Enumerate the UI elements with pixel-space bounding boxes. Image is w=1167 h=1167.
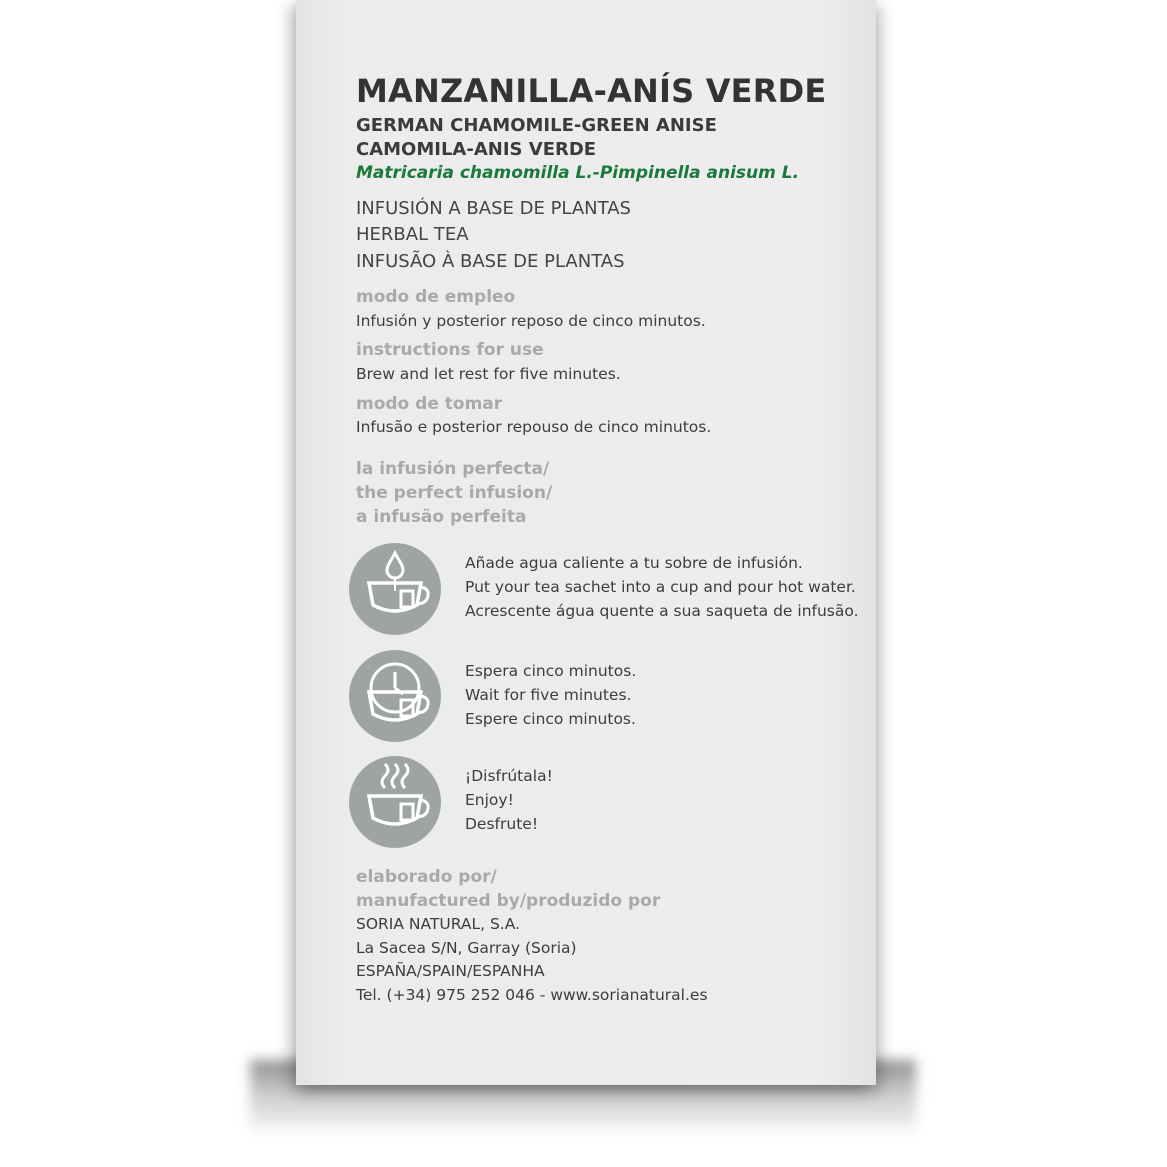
step-3-line-en: Enjoy!	[465, 791, 514, 809]
manufacturer-country: ESPAÑA/SPAIN/ESPANHA	[356, 962, 545, 980]
step-2-line-es: Espera cinco minutos.	[465, 662, 637, 680]
manufacturer-label-1: elaborado por/	[356, 867, 497, 887]
step-1-line-pt: Acrescente água quente a sua saqueta de infusão.	[465, 602, 859, 620]
step-1-text	[465, 551, 859, 623]
perfect-infusion-es: la infusión perfecta/	[356, 459, 550, 479]
category-en: HERBAL TEA	[356, 224, 469, 245]
usage-text-es: Infusión y posterior reposo de cinco minutos.	[356, 312, 706, 330]
step-2-line-en: Wait for five minutes.	[465, 686, 632, 704]
manufacturer-name: SORIA NATURAL, S.A.	[356, 915, 520, 933]
cup-clock-icon	[349, 650, 441, 742]
manufacturer-label-2: manufactured by/produzido por	[356, 891, 661, 911]
step-3-text	[465, 764, 553, 836]
step-1-line-en: Put your tea sachet into a cup and pour hot water.	[465, 578, 856, 596]
step-2-text	[465, 659, 636, 731]
step-3-line-pt: Desfrute!	[465, 815, 539, 833]
usage-heading-pt: modo de tomar	[356, 394, 503, 414]
usage-heading-en: instructions for use	[356, 340, 544, 360]
cup-water-drop-icon	[349, 543, 441, 635]
usage-heading-es: modo de empleo	[356, 287, 516, 307]
perfect-infusion-pt: a infusão perfeita	[356, 507, 527, 527]
usage-text-pt: Infusão e posterior repouso de cinco minutos.	[356, 418, 712, 436]
category-pt: INFUSÃO À BASE DE PLANTAS	[356, 251, 625, 272]
step-1-line-es: Añade agua caliente a tu sobre de infusión.	[465, 554, 803, 572]
step-3-line-es: ¡Disfrútala!	[465, 767, 553, 785]
manufacturer-contact: Tel. (+34) 975 252 046 - www.sorianatural.es	[356, 986, 708, 1004]
product-subtitle-pt: CAMOMILA-ANIS VERDE	[356, 139, 597, 160]
usage-text-en: Brew and let rest for five minutes.	[356, 365, 621, 383]
cup-steam-icon	[349, 756, 441, 848]
product-title: MANZANILLA-ANÍS VERDE	[356, 72, 827, 110]
category-es: INFUSIÓN A BASE DE PLANTAS	[356, 198, 631, 219]
manufacturer-address: La Sacea S/N, Garray (Soria)	[356, 939, 577, 957]
perfect-infusion-en: the perfect infusion/	[356, 483, 553, 503]
product-subtitle-en: GERMAN CHAMOMILE-GREEN ANISE	[356, 115, 717, 136]
latin-name: Matricaria chamomilla L.-Pimpinella anisum L.	[356, 163, 800, 183]
step-2-line-pt: Espere cinco minutos.	[465, 710, 636, 728]
